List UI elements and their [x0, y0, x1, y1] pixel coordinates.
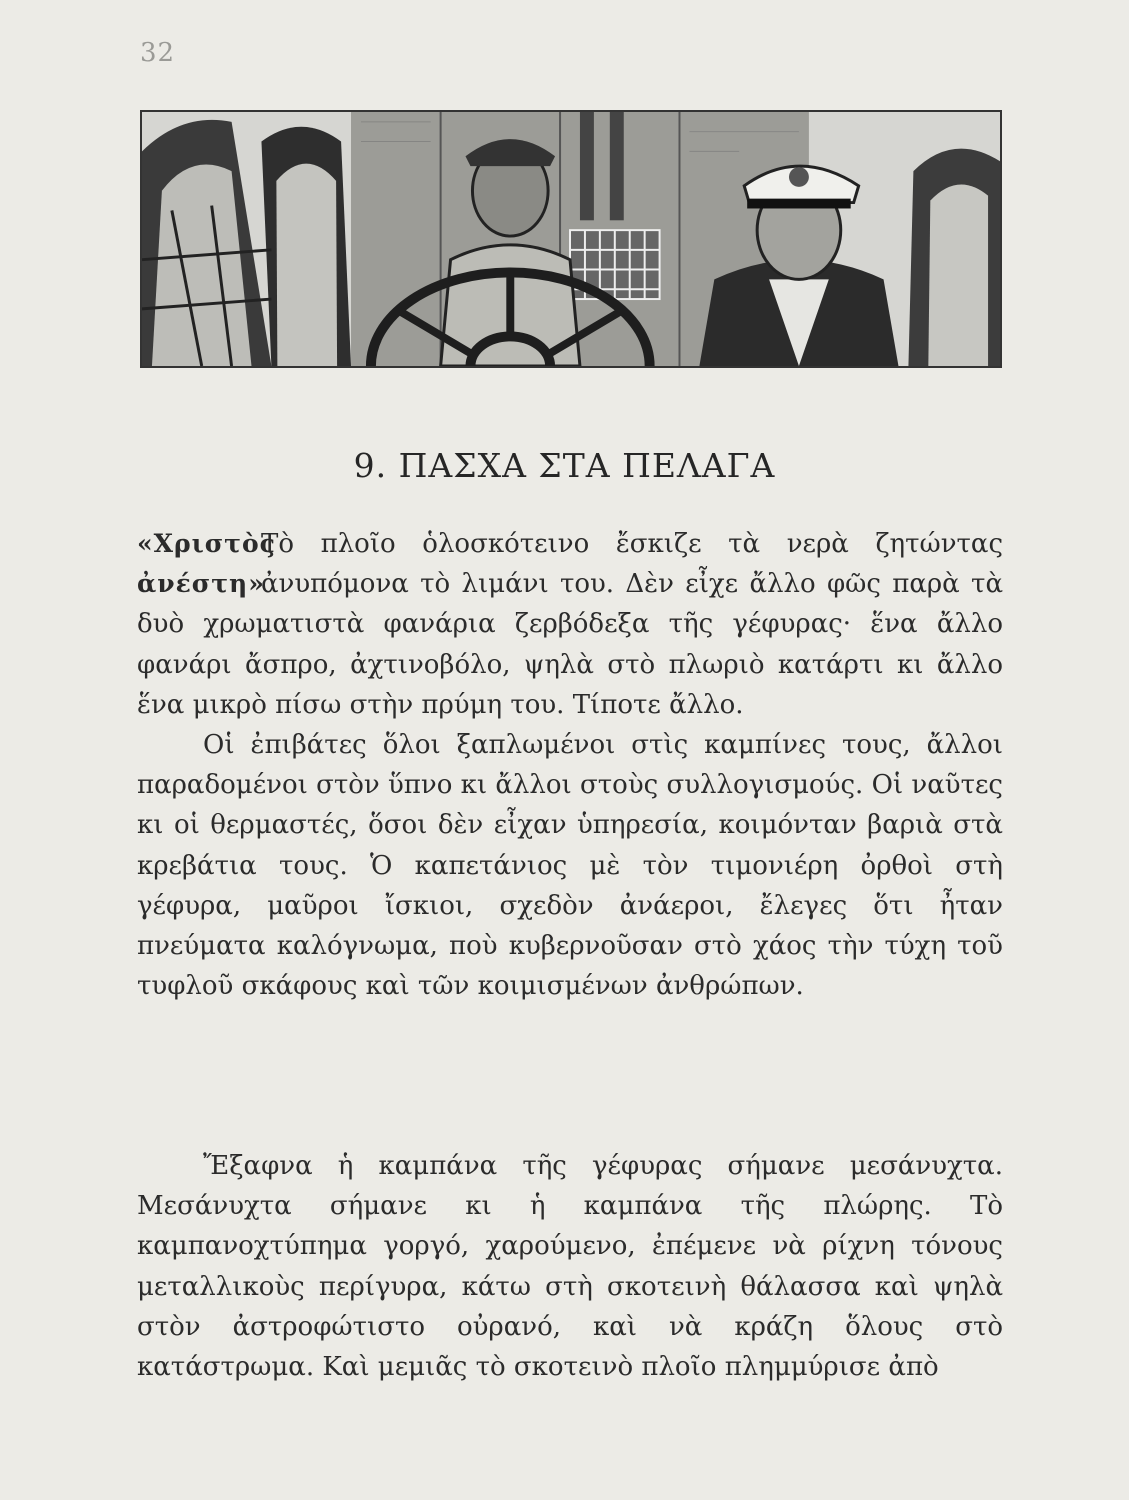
- body-text-upper: [137, 524, 1003, 1006]
- paragraph-1: Τὸ πλοῖο ὁλοσκότεινο ἔσκιζε τὰ νερὰ ζητώντας ἀνυπόμονα τὸ λιμάνι του. Δὲν εἶχε ἄλλο φῶς παρὰ τὰ δυὸ χρωματιστὰ φανάρια ζερβόδεξα τῆς γέφυρας· ἕνα ἄλλο φανάρι ἄσπρο, ἀχτινοβόλο, ψηλὰ στὸ πλωριὸ κατάρτι κι ἄλλο ἕνα μικρὸ πίσω στὴν πρύμη του. Τίποτε ἄλλο.: [137, 529, 1003, 720]
- paragraph-2: Οἱ ἐπιβάτες ὅλοι ξαπλωμένοι στὶς καμπίνες τους, ἄλλοι παραδομένοι στὸν ὕπνο κι ἄλλοι στοὺς συλλογισμούς. Οἱ ναῦτες κι οἱ θερμαστές, ὅσοι δὲν εἶχαν ὑπηρεσία, κοιμόνταν βαριὰ στὰ κρεβάτια τους. Ὁ καπετάνιος μὲ τὸν τιμονιέρη ὀρθοὶ στὴ γέφυρα, μαῦροι ἴσκιοι, σχεδὸν ἀνάεροι, ἔλεγες ὅτι ἦταν πνεύματα καλόγνωμα, ποὺ κυβερνοῦσαν στὸ χάος τὴν τύχη τοῦ τυφλοῦ σκάφους καὶ τῶν κοιμισμένων ἀνθρώπων.: [137, 730, 1003, 1002]
- section-heading: [137, 524, 276, 604]
- section-heading-line-1: «Χριστὸς: [137, 529, 276, 558]
- chapter-title: 9. ΠΑΣΧΑ ΣΤΑ ΠΕΛΑΓΑ: [353, 446, 776, 485]
- illustration-drawing: [142, 112, 1000, 366]
- section-heading-line-2: ἀνέστη»: [137, 569, 265, 599]
- page-number: 32: [140, 38, 176, 68]
- paragraph-3: Ἔξαφνα ἡ καμπάνα τῆς γέφυρας σήμανε μεσάνυχτα. Μεσάνυχτα σήμανε κι ἡ καμπάνα τῆς πλώρης. Τὸ καμπανοχτύπημα γοργό, χαρούμενο, ἐπέμενε νὰ ρίχνη τόνους μεταλλικοὺς περίγυρα, κάτω στὴ σκοτεινὴ θάλασσα καὶ ψηλὰ στὸν ἀστροφώτιστο οὐρανό, καὶ νὰ κράζη ὅλους στὸ κατάστρωμα. Καὶ μεμιᾶς τὸ σκοτεινὸ πλοῖο πλημμύρισε ἀπὸ: [137, 1151, 1003, 1383]
- sea-captain-and-helmsman-illustration: [140, 110, 1002, 368]
- body-text-lower: [137, 1146, 1003, 1387]
